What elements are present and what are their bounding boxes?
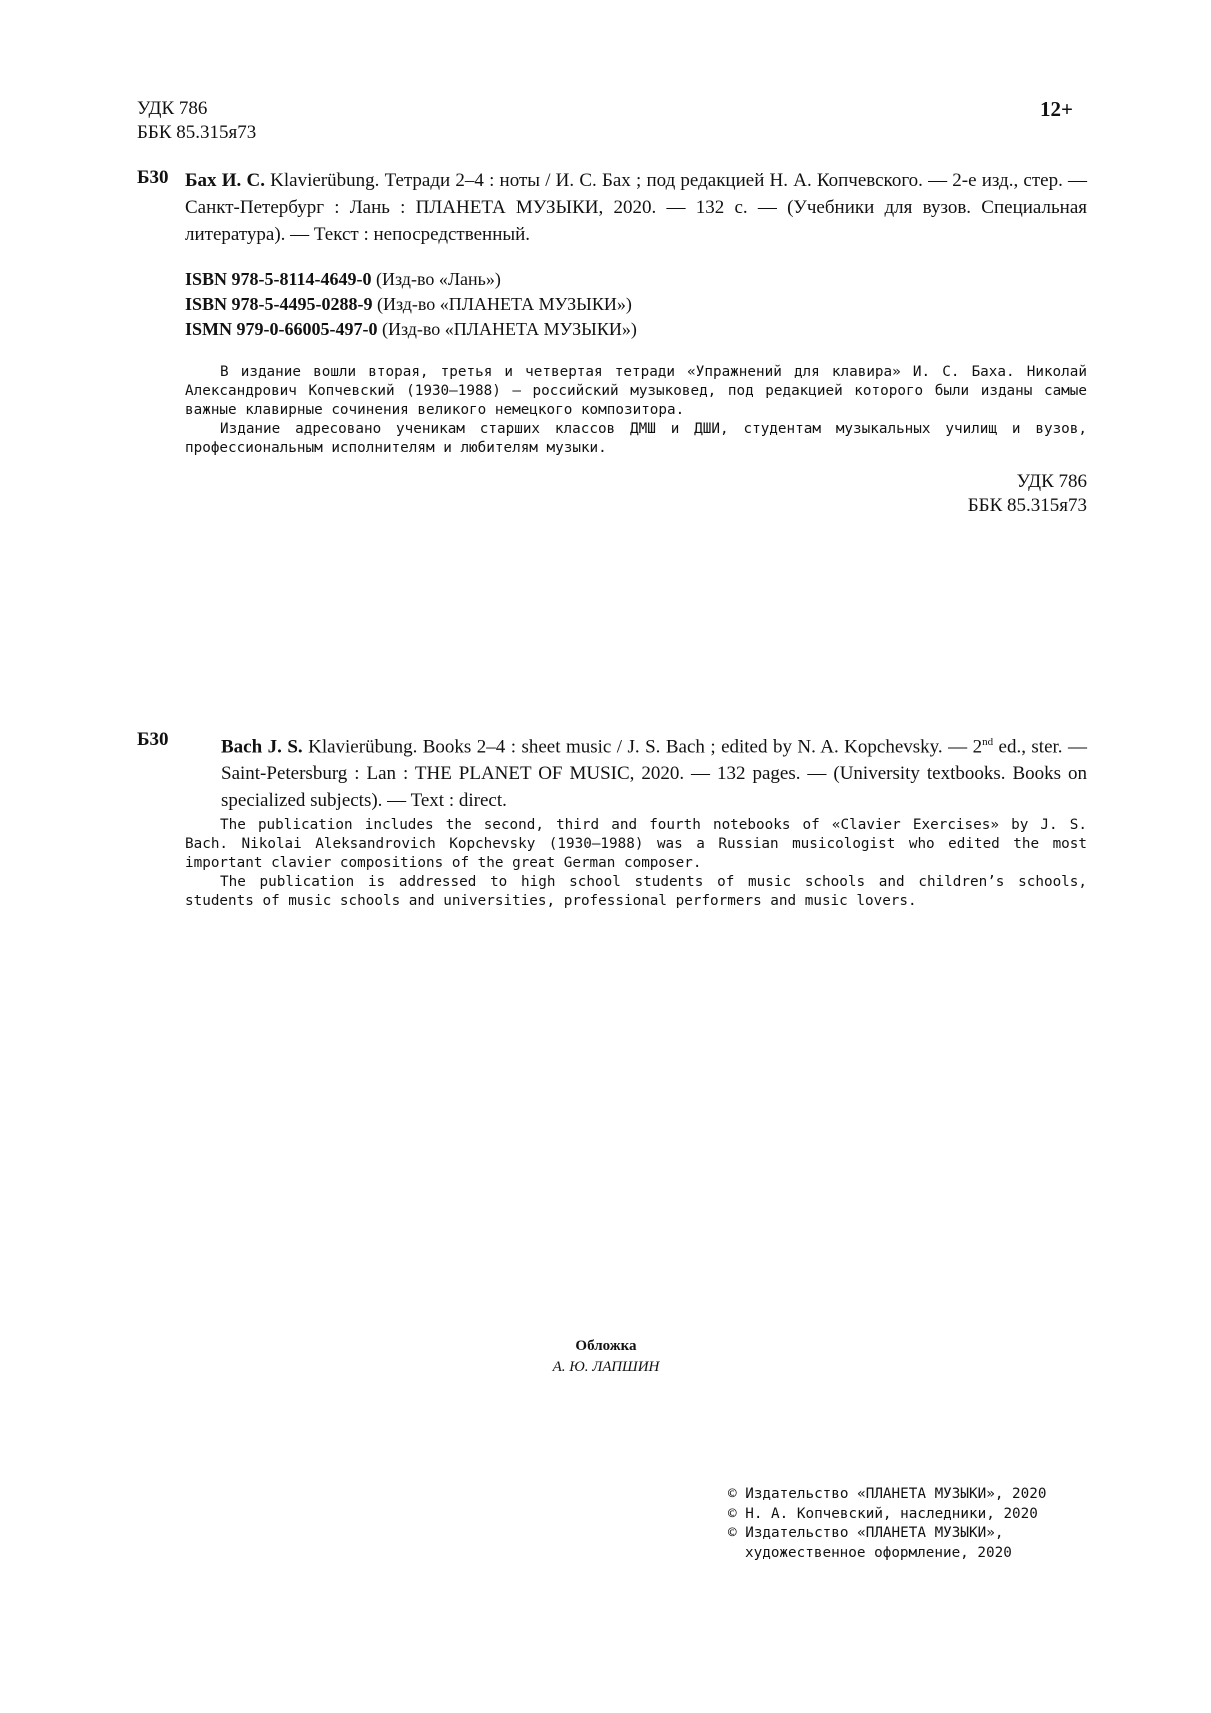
ismn-publisher: (Изд-во «ПЛАНЕТА МУЗЫКИ») xyxy=(381,319,637,339)
copyright-line: © Н. А. Копчевский, наследники, 2020 xyxy=(728,1505,1038,1522)
ru-author-name: Бах И. С. xyxy=(185,170,265,191)
ordinal-suffix: nd xyxy=(982,736,994,748)
ru-bibliographic-record xyxy=(185,167,1087,248)
en-annotation-paragraph: The publication includes the second, third and fourth notebooks of «Clavier Exercises» by J. S. Bach. Nikolai Aleksandrovich Kopchevsky (1930–1988) was a Russian musicologist who edited the most important clavier compositions of the great German composer. xyxy=(185,817,1087,871)
ru-classification xyxy=(968,470,1087,518)
copyright-line: © Издательство «ПЛАНЕТА МУЗЫКИ», xyxy=(728,1525,1004,1541)
ru-annotation-paragraph: В издание вошли вторая, третья и четвертая тетради «Упражнений для клавира» И. С. Баха. Николай Александрович Копчевский (1930–1988) — российский музыковед, под редакцией которого были изданы самые важные клавирные сочинения великого немецкого композитора. xyxy=(185,364,1087,418)
ismn-line xyxy=(185,317,637,342)
cover-label: Обложка xyxy=(575,1338,637,1354)
copyright-line: © Издательство «ПЛАНЕТА МУЗЫКИ», 2020 xyxy=(728,1486,1047,1502)
isbn-code: ISBN 978-5-8114-4649-0 xyxy=(185,269,372,289)
isbn-line xyxy=(185,267,637,292)
copyright-block xyxy=(728,1485,1046,1563)
ru-author-code: Б30 xyxy=(137,167,169,188)
en-bibliographic-record xyxy=(221,729,1087,814)
en-author-name: Bach J. S. xyxy=(221,736,303,758)
ru-annotation-paragraph: Издание адресовано ученикам старших классов ДМШ и ДШИ, студентам музыкальных училищ и вузов, профессиональным исполнителям и любителям музыки. xyxy=(185,421,1087,456)
header-bbk: ББК 85.315я73 xyxy=(137,122,257,143)
isbn-code: ISBN 978-5-4495-0288-9 xyxy=(185,294,373,314)
header-udk: УДК 786 xyxy=(137,98,208,119)
ismn-code: ISMN 979-0-66005-497-0 xyxy=(185,319,378,339)
ru-bbk: ББК 85.315я73 xyxy=(967,495,1087,516)
ru-udk: УДК 786 xyxy=(1016,471,1087,492)
isbn-list xyxy=(185,267,637,342)
en-annotation-paragraph: The publication is addressed to high school students of music schools and children’s schools, students of music schools and universities, professional performers and music lovers. xyxy=(185,874,1087,909)
en-bib-text: Klavierübung. Books 2–4 : sheet music / J. S. Bach ; edited by N. A. Kopchevsky. — 2 xyxy=(308,736,983,758)
header-classification xyxy=(137,97,256,145)
en-author-code: Б30 xyxy=(137,729,169,750)
ru-bib-text: Klavierübung. Тетради 2–4 : ноты / И. С. Бах ; под редакцией Н. А. Копчевского. — 2-е изд., стер. — Санкт-Петербург : Лань : ПЛАНЕТА МУЗЫКИ, 2020. — 132 с. — (Учебники для вузов. Специальная литература). — Текст : непосредственный. xyxy=(185,170,1088,245)
isbn-publisher: (Изд-во «ПЛАНЕТА МУЗЫКИ») xyxy=(377,294,632,314)
cover-credit xyxy=(506,1336,706,1378)
en-annotation xyxy=(185,816,1087,911)
age-rating: 12+ xyxy=(1040,97,1073,121)
isbn-line xyxy=(185,292,637,317)
ru-annotation xyxy=(185,363,1087,458)
copyright-continuation: художественное оформление, 2020 xyxy=(745,1544,1012,1561)
en-bib-text-cont: ed., ster. — Saint-Petersburg : Lan : THE PLANET OF MUSIC, 2020. — 132 pages. — (University textbooks. Books on specialized subjects). — Text : direct. xyxy=(221,736,1087,812)
cover-artist: А. Ю. ЛАПШИН xyxy=(552,1359,660,1375)
isbn-publisher: (Изд-во «Лань») xyxy=(376,269,501,289)
